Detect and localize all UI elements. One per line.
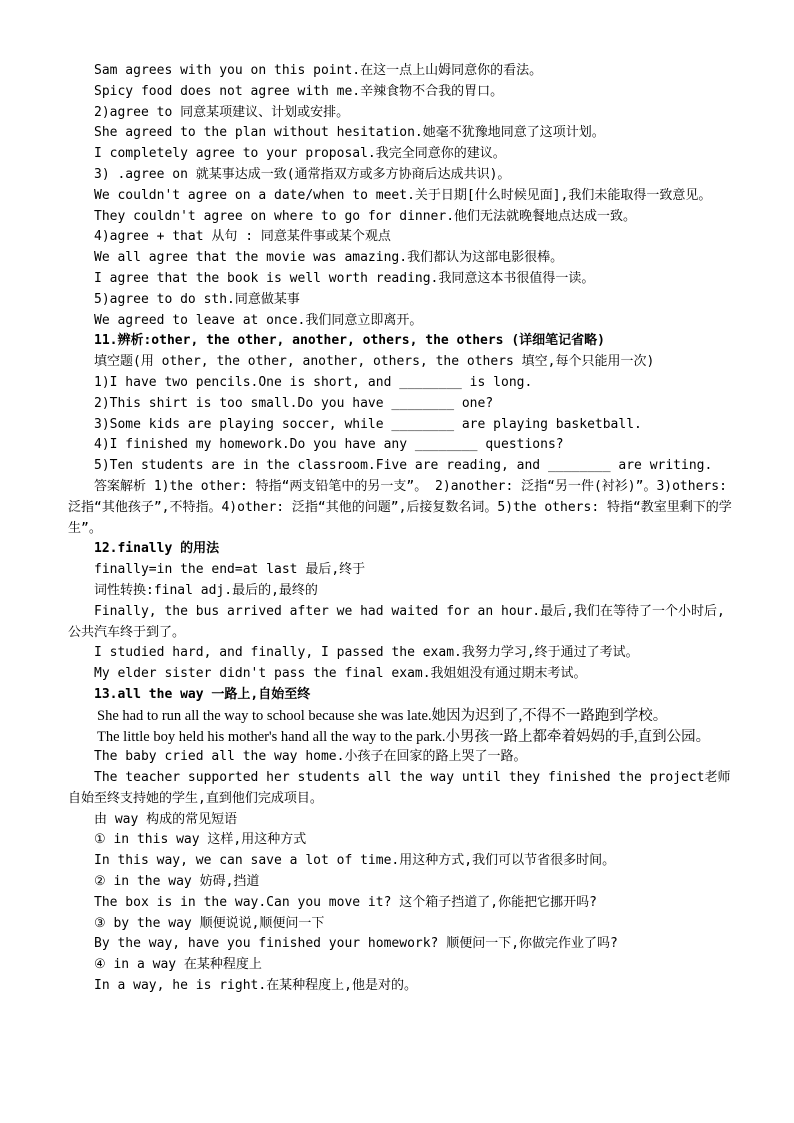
text-line: She agreed to the plan without hesitation.她毫不犹豫地同意了这项计划。 [94, 125, 605, 141]
text-line: 词性转换:final adj.最后的,最终的 [94, 582, 318, 598]
text-line: 3) .agree on 就某事达成一致(通常指双方或多方协商后达成共识)。 [94, 166, 511, 182]
text-line: In a way, he is right.在某种程度上,他是对的。 [94, 978, 418, 994]
text-line: ④ in a way 在某种程度上 [94, 957, 262, 973]
text-line: 填空题(用 other, the other, another, others, the others 填空,每个只能用一次) [94, 354, 655, 370]
text-line: 4)agree + that 从句 : 同意某件事或某个观点 [94, 229, 391, 245]
text-line: They couldn't agree on where to go for dinner.他们无法就晚餐地点达成一致。 [94, 208, 637, 224]
text-line: 5)Ten students are in the classroom.Five are reading, and ________ are writing. [94, 458, 713, 474]
text-line: The box is in the way.Can you move it? 这个箱子挡道了,你能把它挪开吗? [94, 894, 597, 910]
text-line: By the way, have you finished your homework? 顺便问一下,你做完作业了吗? [94, 936, 618, 952]
text-line: The baby cried all the way home.小孩子在回家的路上哭了一路。 [94, 749, 527, 765]
text-line: 1)I have two pencils.One is short, and ________ is long. [94, 374, 533, 390]
text-line: ③ by the way 顺便说说,顺便问一下 [94, 915, 325, 931]
text-line: Spicy food does not agree with me.辛辣食物不合我的胃口。 [94, 83, 504, 99]
text-line: She had to run all the way to school because she was late.她因为迟到了,不得不一路跑到学校。 [97, 707, 668, 724]
text-line: 4)I finished my homework.Do you have any ________ questions? [94, 437, 564, 453]
text-line: 2)This shirt is too small.Do you have ________ one? [94, 395, 494, 411]
text-line: The little boy held his mother's hand all the way to the park.小男孩一路上都牵着妈妈的手,直到公园。 [97, 728, 711, 745]
text-line: We all agree that the movie was amazing.我们都认为这部电影很棒。 [94, 250, 564, 266]
section-heading: 11.辨析:other, the other, another, others, the others (详细笔记省略) [94, 333, 605, 349]
text-line: 由 way 构成的常见短语 [94, 811, 238, 827]
text-line: 5)agree to do sth.同意做某事 [94, 291, 300, 307]
text-line: The teacher supported her students all the way until they finished the project老师自始至终支持她的学生,直到他们完成项目。 [68, 770, 731, 806]
section-heading: 13.all the way 一路上,自始至终 [94, 686, 311, 702]
text-line: I agree that the book is well worth reading.我同意这本书很值得一读。 [94, 270, 595, 286]
section-heading: 12.finally 的用法 [94, 541, 220, 557]
text-line: I studied hard, and finally, I passed the exam.我努力学习,终于通过了考试。 [94, 645, 639, 661]
text-line: Finally, the bus arrived after we had waited for an hour.最后,我们在等待了一个小时后,公共汽车终于到了。 [68, 603, 725, 640]
text-line: In this way, we can save a lot of time.用这种方式,我们可以节省很多时间。 [94, 853, 616, 869]
text-line: ② in the way 妨碍,挡道 [94, 874, 260, 890]
text-line: My elder sister didn't pass the final exam.我姐姐没有通过期末考试。 [94, 666, 587, 682]
document-body [68, 61, 736, 997]
text-line: finally=in the end=at last 最后,终于 [94, 562, 366, 578]
text-line: We agreed to leave at once.我们同意立即离开。 [94, 312, 423, 328]
text-line: 3)Some kids are playing soccer, while ________ are playing basketball. [94, 416, 642, 432]
text-line: I completely agree to your proposal.我完全同意你的建议。 [94, 146, 506, 162]
text-line: 2)agree to 同意某项建议、计划或安排。 [94, 104, 350, 120]
text-line: ① in this way 这样,用这种方式 [94, 832, 307, 848]
text-line: Sam agrees with you on this point.在这一点上山姆同意你的看法。 [94, 63, 543, 78]
text-line: We couldn't agree on a date/when to meet.关于日期[什么时候见面],我们未能取得一致意见。 [94, 187, 712, 203]
text-line: 答案解析 1)the other: 特指“两支铅笔中的另一支”。 2)another: 泛指“另一件(衬衫)”。3)others: 泛指“其他孩子”,不特指。4)other: 泛指“其他的问题”,后接复数名词。5)the others: 特指“教室里剩下的学生”。 [68, 478, 732, 536]
